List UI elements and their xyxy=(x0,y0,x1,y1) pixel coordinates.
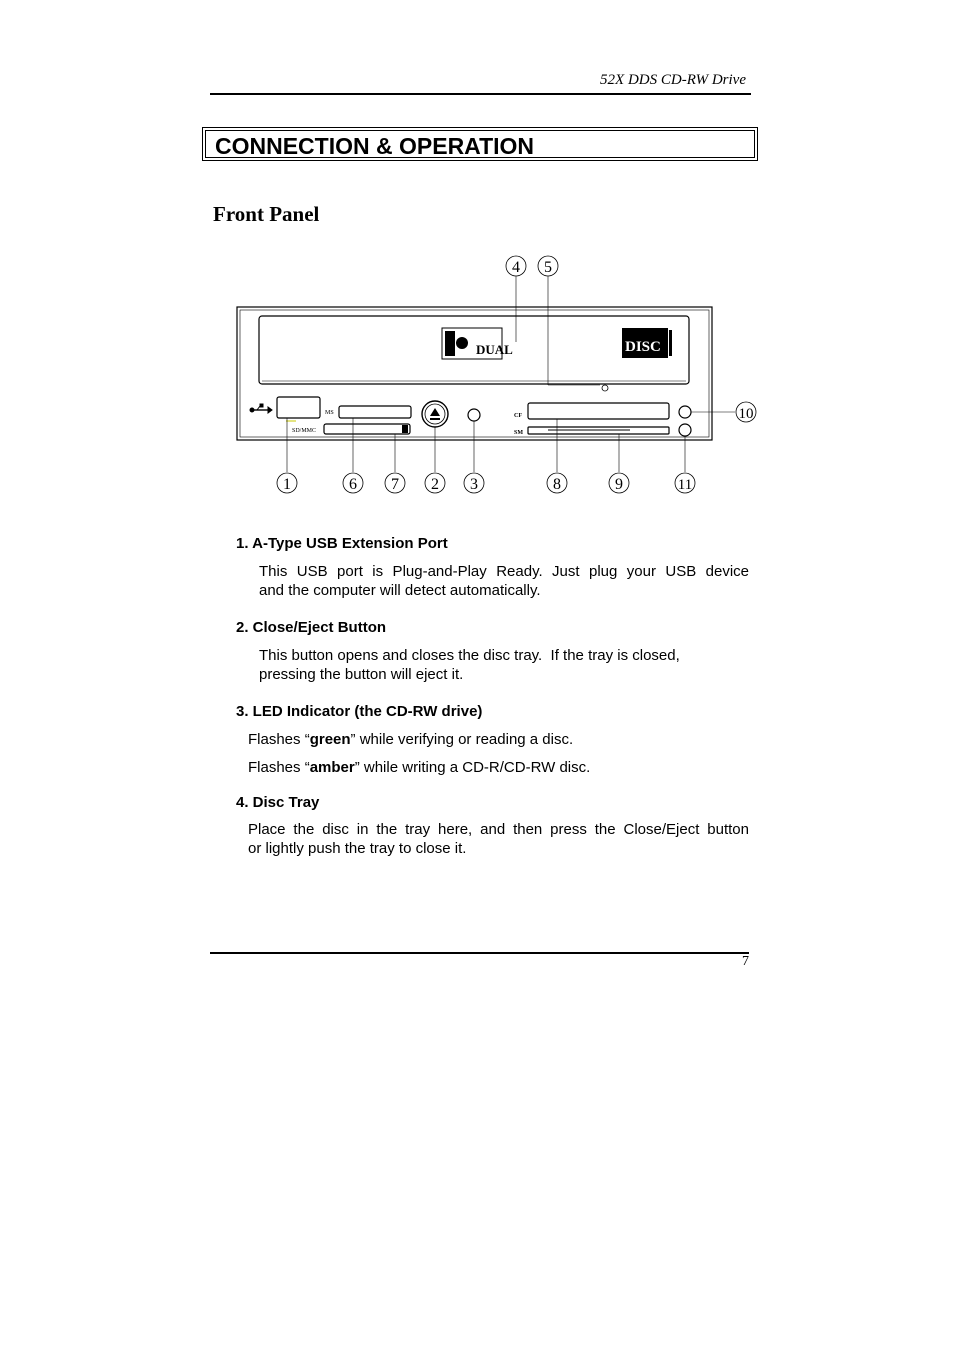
front-panel-diagram xyxy=(230,250,760,500)
svg-text:8: 8 xyxy=(553,476,561,493)
item-4-line-1: Place the disc in the tray here, and then press the Close/Eject button xyxy=(248,821,749,838)
footer-rule xyxy=(210,952,749,954)
item-2-line-2: pressing the button will eject it. xyxy=(259,665,464,683)
sm-label: SM xyxy=(514,430,523,436)
eject-icon xyxy=(430,408,440,416)
callout-8 xyxy=(547,473,567,493)
callout-5 xyxy=(538,256,558,276)
svg-text:5: 5 xyxy=(544,259,552,276)
svg-text:4: 4 xyxy=(512,259,520,276)
tray-indicator xyxy=(602,385,608,391)
dual-logo-text: DUAL xyxy=(476,342,513,357)
page-number: 7 xyxy=(742,954,749,969)
item-4-line-2: or lightly push the tray to close it. xyxy=(248,839,467,857)
svg-text:7: 7 xyxy=(391,476,399,493)
item-3-amber-line: Flashes “amber” while writing a CD-R/CD-RW disc. xyxy=(248,759,591,776)
section-title-inner-border xyxy=(205,130,755,158)
disc-logo xyxy=(622,328,672,358)
running-header: 52X DDS CD-RW Drive xyxy=(600,72,746,88)
item-1-body xyxy=(259,563,749,600)
callout-4 xyxy=(506,256,526,276)
callout-9 xyxy=(609,473,629,493)
callout-7 xyxy=(385,473,405,493)
item-2-heading: 2. Close/Eject Button xyxy=(236,619,387,636)
item-4-heading: 4. Disc Tray xyxy=(236,794,320,811)
svg-text:11: 11 xyxy=(677,477,693,493)
section-title-box xyxy=(202,127,758,161)
led-indicator xyxy=(468,409,480,421)
svg-text:1: 1 xyxy=(283,476,291,493)
ms-slot xyxy=(339,406,411,418)
callout-2 xyxy=(425,473,445,493)
item-4-body xyxy=(248,821,749,858)
item-3-green-line: Flashes “green” while verifying or reading a disc. xyxy=(248,731,574,748)
item-1-line-1: This USB port is Plug-and-Play Ready. Just plug your USB device xyxy=(259,563,749,580)
item-2-line-1-text: This button opens and closes the disc tray. If the tray is closed, xyxy=(259,647,680,664)
disc-logo-text: DISC xyxy=(625,339,661,355)
sd-mmc-slot xyxy=(324,424,410,434)
item-1-line-2: and the computer will detect automatically. xyxy=(259,581,541,599)
section-title: CONNECTION & OPERATION xyxy=(215,133,535,159)
svg-text:10: 10 xyxy=(738,406,754,422)
usb-port xyxy=(277,397,320,418)
cf-label: CF xyxy=(514,413,522,419)
svg-text:6: 6 xyxy=(349,476,357,493)
callout-11 xyxy=(675,473,695,493)
card-led-bottom xyxy=(679,424,691,436)
item-2-line-1 xyxy=(259,647,749,666)
cf-slot xyxy=(528,403,669,419)
item-2-body xyxy=(259,647,749,684)
drive-bezel xyxy=(237,307,712,440)
callout-10 xyxy=(736,402,756,422)
usb-icon xyxy=(250,404,272,413)
callout-6 xyxy=(343,473,363,493)
callout-3 xyxy=(464,473,484,493)
svg-text:3: 3 xyxy=(470,476,478,493)
svg-text:9: 9 xyxy=(615,476,623,493)
item-3-heading: 3. LED Indicator (the CD-RW drive) xyxy=(236,703,483,720)
sd-mmc-label: SD/MMC xyxy=(292,428,317,434)
item-1-heading: 1. A-Type USB Extension Port xyxy=(236,535,448,552)
subsection-title: Front Panel xyxy=(213,202,320,226)
ms-label: MS xyxy=(325,410,334,416)
dual-logo xyxy=(442,328,513,359)
callout-1 xyxy=(277,473,297,493)
card-led-top xyxy=(679,406,691,418)
svg-text:2: 2 xyxy=(431,476,439,493)
header-rule xyxy=(210,93,751,95)
